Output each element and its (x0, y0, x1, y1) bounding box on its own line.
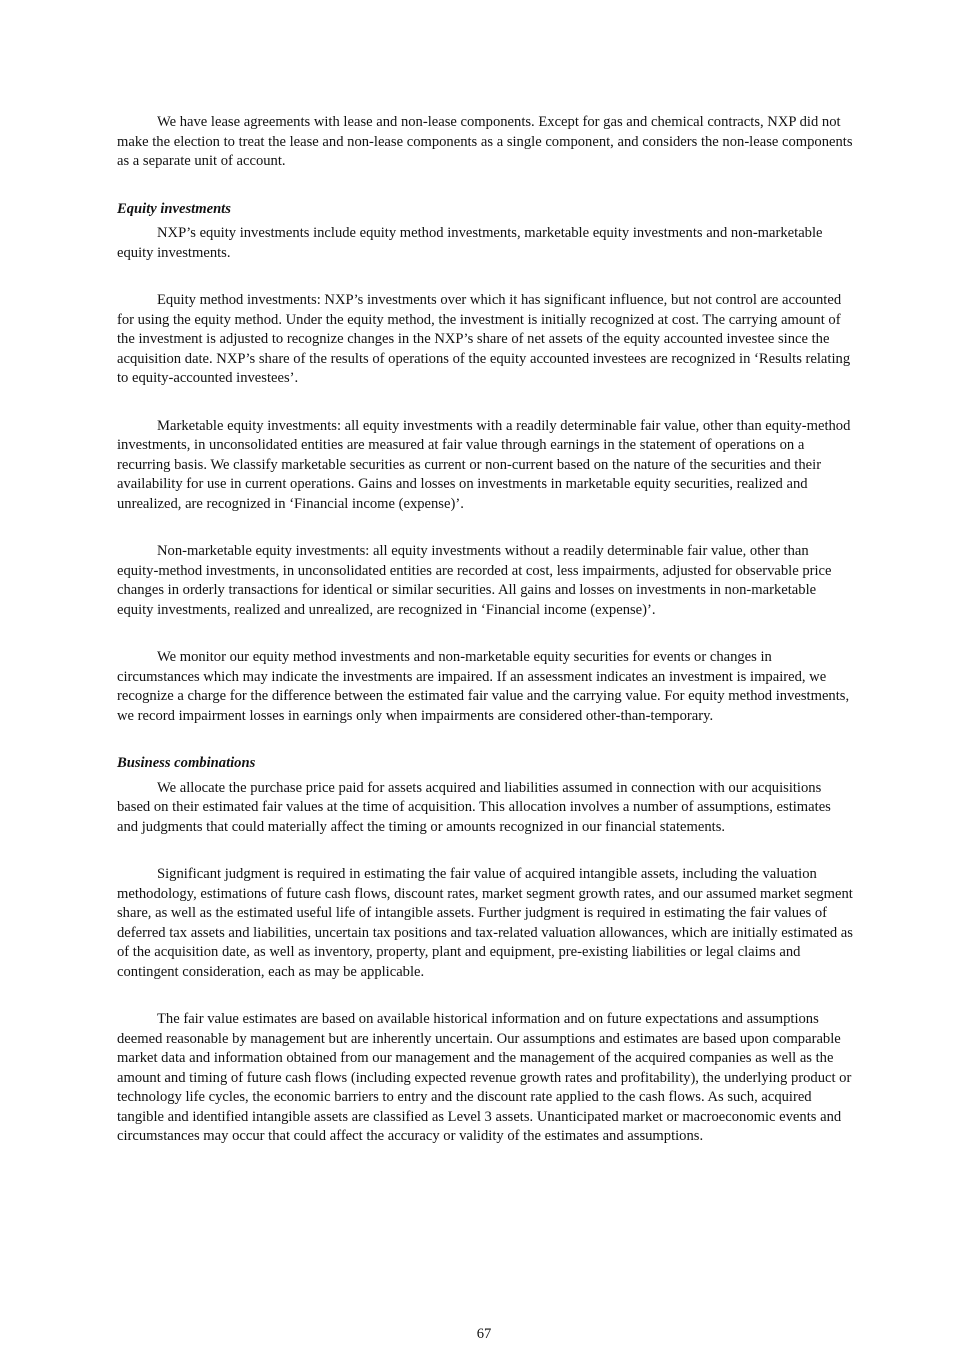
paragraph-marketable-equity: Marketable equity investments: all equity investments with a readily determinable fair value, other than equity-method investments, in unconsolidated entities are measured at fair value through earnings in the statement of operations on a recurring basis. We classify marketable securities as current or non-current based on the nature of the securities and their availability for use in current operations. Gains and losses on investments in marketable equity securities, realized and unrealized, are recognized in ‘Financial income (expense)’. (117, 417, 851, 512)
section-heading-equity-investments: Equity investments (117, 200, 231, 217)
document-page (117, 113, 853, 1147)
paragraph-bc-estimates: The fair value estimates are based on available historical information and on future expectations and assumptions deemed reasonable by management but are inherently uncertain. Our assumptions and estimates are based upon comparable market data and information obtained from our management and the management of the acquired companies as well as the amount and timing of future cash flows (including expected revenue growth rates and profitability), the underlying product or technology life cycles, the economic barriers to entry and the discount rate applied to the cash flows. As such, acquired tangible and identified intangible assets are classified as Level 3 assets. Unanticipated market or macroeconomic events and circumstances may occur that could affect the accuracy or validity of the estimates and assumptions. (117, 1011, 852, 1144)
page-number: 67 (476, 1326, 492, 1342)
paragraph-equity-method: Equity method investments: NXP’s investments over which it has significant influence, but not control are accounted for using the equity method. Under the equity method, the investment is initially recognized at cost. The carrying amount of the investment is adjusted to recognize changes in the NXP’s share of net assets of the equity accounted investee since the acquisition date. NXP’s share of the results of operations of the equity accounted investees are recognized in ‘Results relating to equity-accounted investees’. (117, 292, 851, 386)
paragraph-bc-judgment: Significant judgment is required in estimating the fair value of acquired intangible assets, including the valuation methodology, estimations of future cash flows, discount rates, market segment growth rates, and our assumed market segment share, as well as the estimated useful life of intangible assets. Further judgment is required in estimating the fair values of deferred tax assets and liabilities, uncertain tax positions and tax-related valuation allowances, which are initially estimated as of the acquisition date, as well as inventory, property, plant and equipment, pre-existing liabilities or legal claims and contingent consideration, each as may be applicable. (117, 866, 853, 980)
paragraph-bc-allocation: We allocate the purchase price paid for assets acquired and liabilities assumed in connection with our acquisitions based on their estimated fair values at the time of acquisition. This allocation involves a number of assumptions, estimates and judgments that could materially affect the timing or amounts recognized in our financial statements. (117, 779, 831, 835)
paragraph-impairment: We monitor our equity method investments and non-marketable equity securities for events or changes in circumstances which may indicate the investments are impaired. If an assessment indicates an investment is impaired, we recognize a charge for the difference between the estimated fair value and the carrying value. For equity method investments, we record impairment losses in earnings only when impairments are considered other-than-temporary. (117, 649, 850, 724)
paragraph-equity-intro: NXP’s equity investments include equity method investments, marketable equity investments and non-marketable equity investments. (117, 225, 823, 261)
paragraph-non-marketable-equity: Non-marketable equity investments: all equity investments without a readily determinable fair value, other than equity-method investments, in unconsolidated entities are recorded at cost, less impairments, adjusted for observable price changes in orderly transactions for identical or similar securities. All gains and losses on investments in non-marketable equity investments, realized and unrealized, are recognized in ‘Financial income (expense)’. (117, 543, 832, 618)
section-heading-business-combinations: Business combinations (117, 755, 256, 771)
paragraph-leases: We have lease agreements with lease and non-lease components. Except for gas and chemical contracts, NXP did not make the election to treat the lease and non-lease components as a single component, and considers the non-lease components as a separate unit of account. (117, 114, 853, 169)
